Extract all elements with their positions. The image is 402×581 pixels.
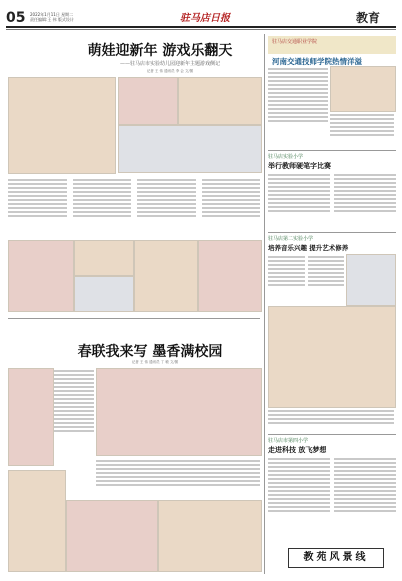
main-article-title: 萌娃迎新年 游戏乐翻天	[87, 43, 233, 59]
photo-right-music	[346, 254, 396, 306]
right-article-3-title: 走进科技 放飞梦想	[268, 445, 327, 454]
right-article-2-title: 培养音乐兴趣 提升艺术修养	[268, 244, 349, 252]
right-article-2-kicker: 驻马店第二实验小学	[268, 236, 314, 242]
photo-performance-4	[134, 240, 198, 312]
column-divider	[264, 34, 265, 574]
right-banner-title: 河南交通技师学院热情洋溢	[272, 57, 362, 66]
photo-children-game	[118, 125, 262, 173]
section-divider	[8, 318, 260, 319]
photo-right-class	[268, 306, 396, 408]
date-line-2: 责任编辑:王 伟 版式设计	[30, 17, 74, 22]
right-article-1-title: 举行教师硬笔字比赛	[268, 161, 331, 170]
photo-couplet-class	[66, 500, 158, 572]
right-photo-caption	[268, 408, 394, 432]
main-article-byline: 记者 王 伟 通讯员 李 会 文/图	[146, 69, 194, 73]
photo-couplet-holding	[158, 500, 262, 572]
second-article-body-left	[54, 368, 94, 464]
right-divider-1	[268, 150, 396, 151]
photo-right-event	[330, 66, 396, 112]
page-number: 05	[6, 10, 26, 26]
photo-children-lanterns	[118, 77, 178, 125]
second-article-body	[96, 458, 260, 498]
right-divider-2	[268, 232, 396, 233]
photo-couplet-display	[96, 368, 262, 456]
header-rule	[6, 26, 396, 28]
photo-children-dress	[178, 77, 262, 125]
photo-children-circle	[8, 77, 116, 174]
right-article-3-body	[268, 456, 396, 542]
right-article-2-body	[268, 254, 344, 304]
photo-performance-5	[198, 240, 262, 312]
photo-couplet-students	[8, 470, 66, 572]
section-name: 教育	[356, 11, 381, 25]
right-article-1-body	[268, 172, 396, 230]
footer-label: 教苑风景线	[303, 552, 369, 563]
second-article-title: 春联我来写 墨香满校园	[77, 344, 223, 360]
issue-date	[30, 12, 74, 22]
second-article-byline: 记者 王 伟 通讯员 丁 敏 文/图	[131, 360, 179, 364]
newspaper-logo: 驻马店日报	[180, 13, 230, 24]
photo-performance-1	[8, 240, 74, 312]
date-line-1: 2022年1月11日 星期二	[30, 12, 74, 17]
right-article-3-kicker: 驻马店市第四小学	[268, 438, 309, 444]
footer-box	[288, 548, 384, 568]
main-article-body	[8, 177, 260, 235]
photo-performance-2	[74, 240, 134, 276]
photo-performance-3	[74, 276, 134, 312]
right-banner-body-2	[330, 112, 394, 148]
main-article-subtitle: ——驻马店市实验幼儿园迎新年主题游戏侧记	[119, 61, 220, 67]
header-rule-thin	[6, 29, 396, 30]
right-divider-3	[268, 434, 396, 435]
right-banner-body	[268, 66, 328, 148]
photo-couplet-writing	[8, 368, 54, 466]
right-article-1-kicker: 驻马店实验小学	[268, 154, 304, 160]
right-banner-tag: 驻马店交通职业学院	[272, 39, 318, 45]
